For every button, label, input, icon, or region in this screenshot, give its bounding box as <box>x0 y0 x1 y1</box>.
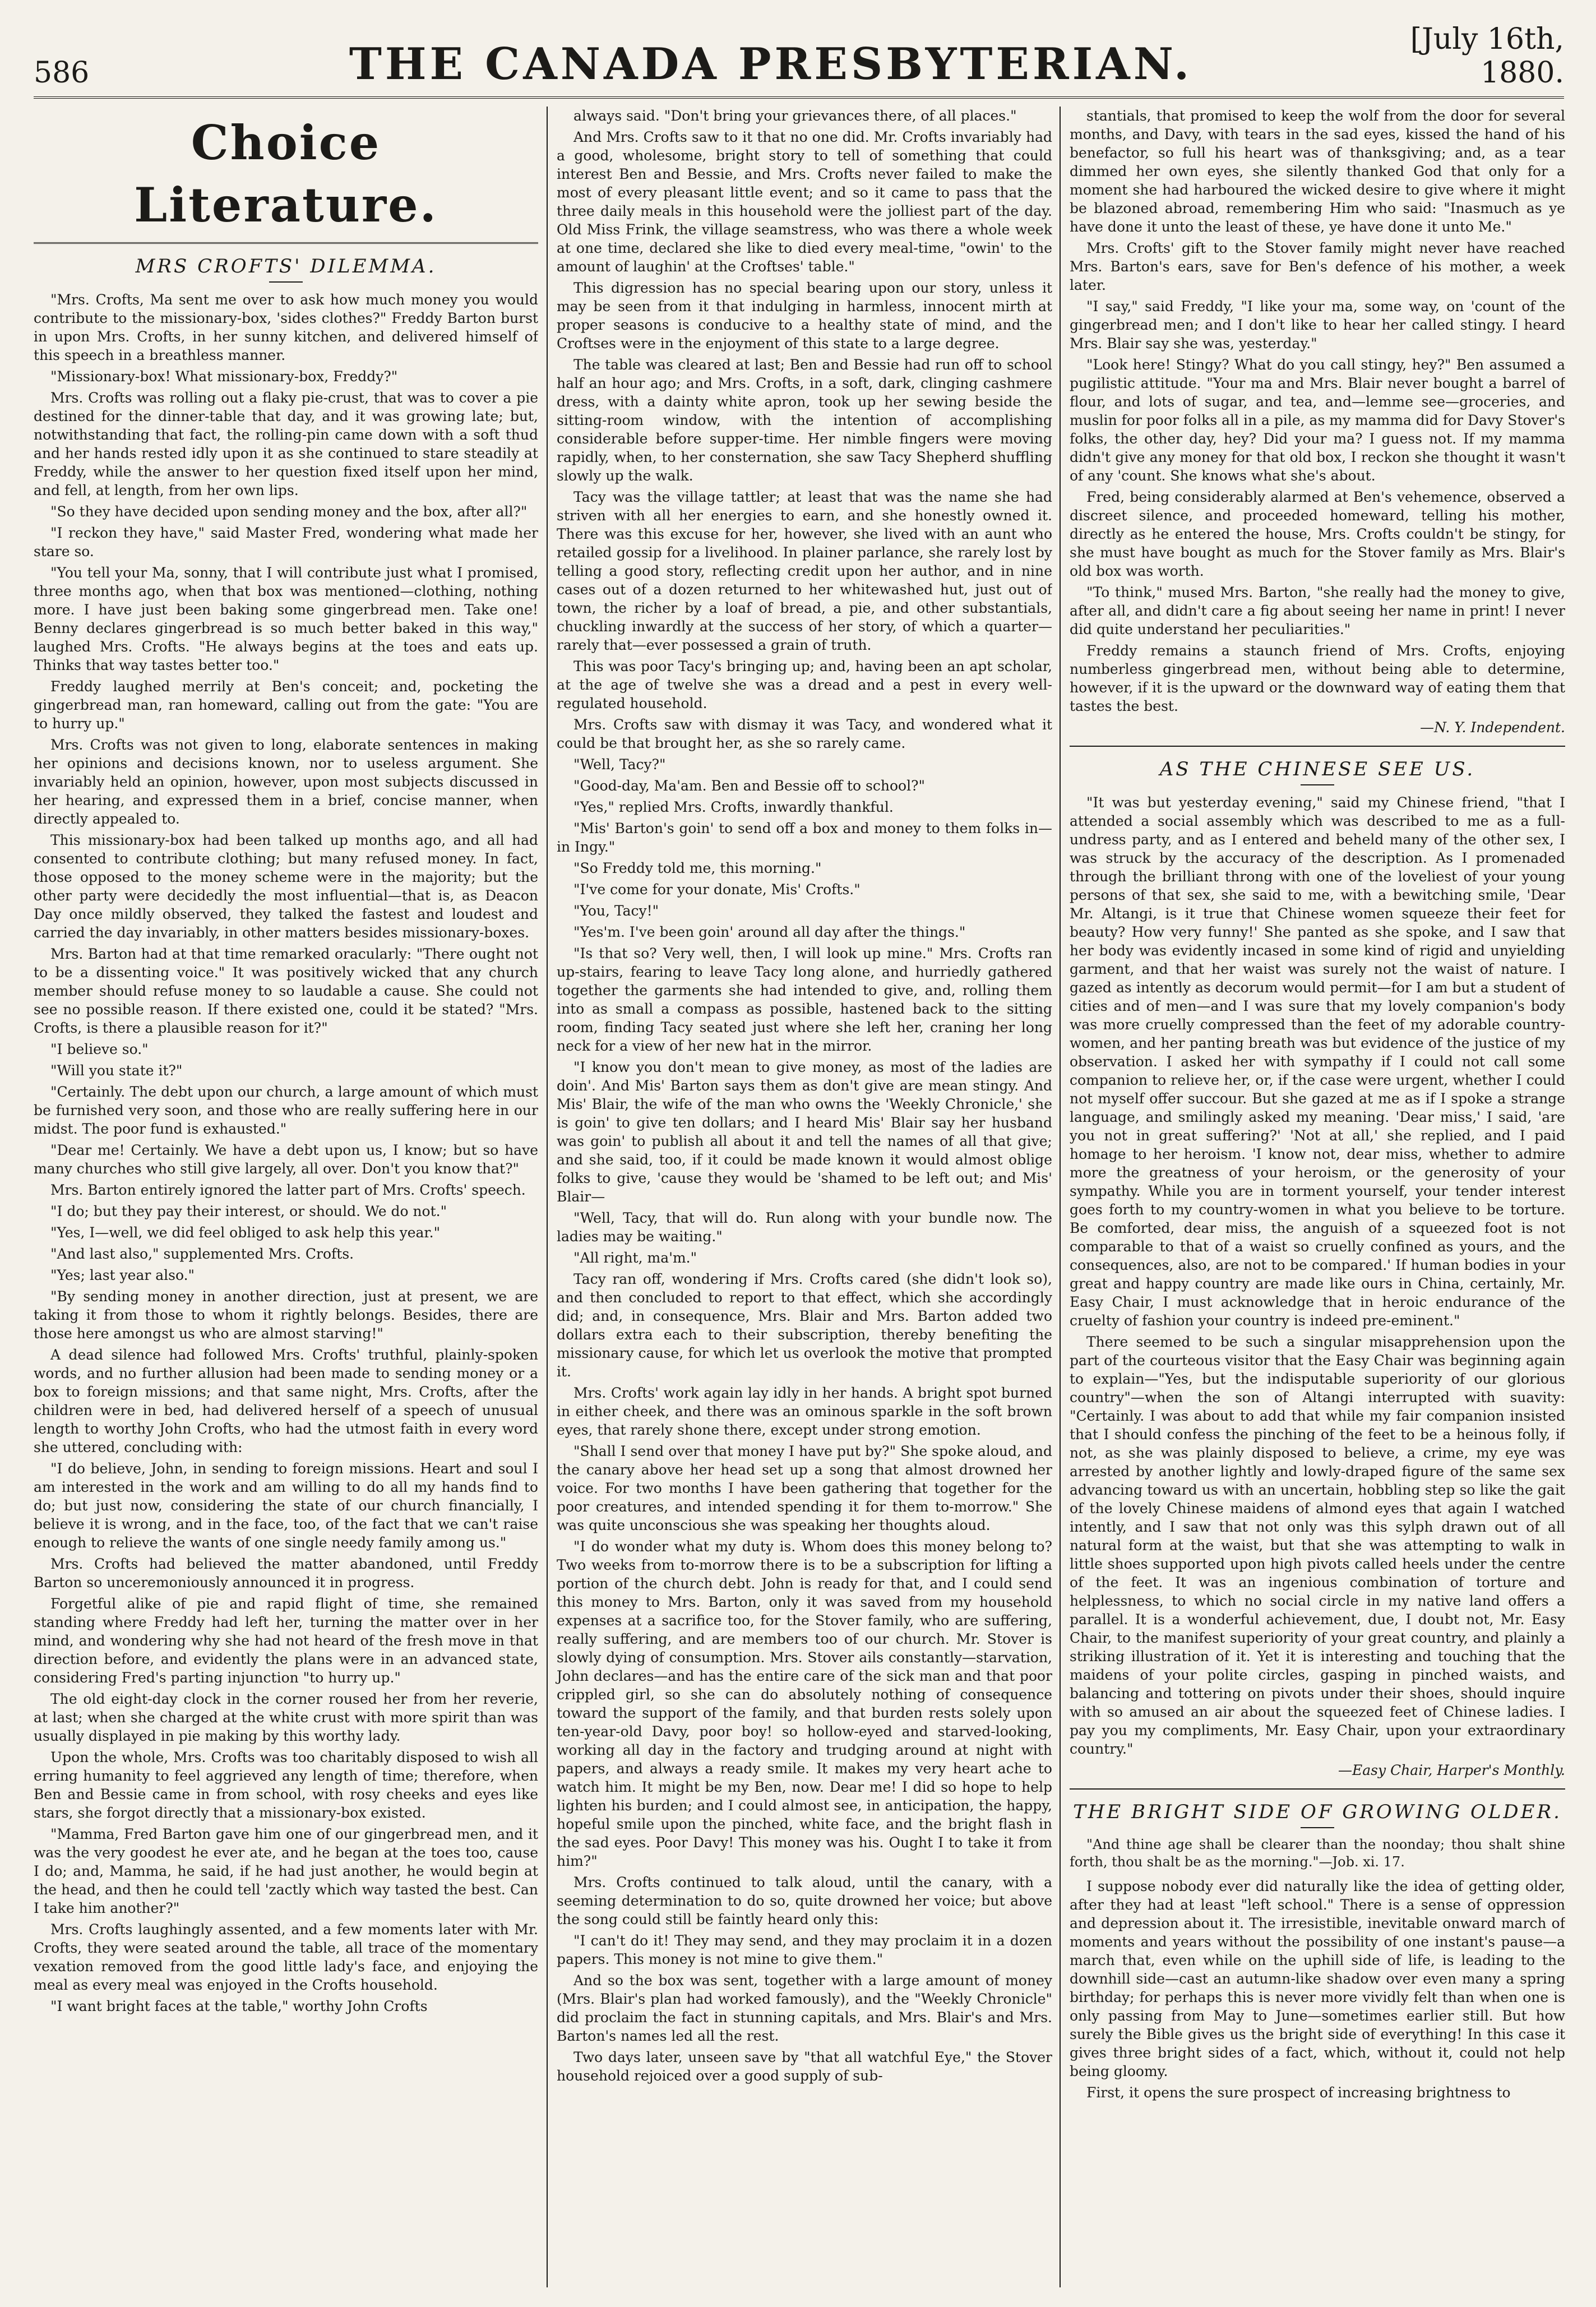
paragraph: "I believe so." <box>50 1041 149 1057</box>
paragraph: Mrs. Crofts saw with dismay it was Tacy, and wondered what it could be that brought her, as she so rarely came. <box>557 716 1052 751</box>
paragraph: "I do wonder what my duty is. Whom does this money belong to? Two weeks from to-morrow there is to be a subscription for lifting a portion of the church debt. John is ready for that, and I could send this money to Mrs. Barton, only it was saved from my household expenses at a sacrifice too, for the Stover family, who are suffering, really suffering, and are members too of our church. Mr. Stover is slowly dying of consumption. Mrs. Stover ails constantly—starvation, John declares—and has the entire care of the sick man and that poor crippled girl, so she can do absolutely nothing of consequence toward the support of the family, and that burden rests solely upon ten-year-old Davy, poor boy! so hollow-eyed and starved-looking, working all day in the factory and trudging around at night with papers, and always a ready smile. It makes my very heart ache to watch him. It might be my Ben, now. Dear me! I did so hope to help lighten his burden; and I could almost see, in anticipation, the happy, hopeful smile upon the pinched, white face, and the bright flash in the sad eyes. Poor Davy! This money was his. Ought I to take it from him?" <box>557 1538 1052 1869</box>
paragraph: "So they have decided upon sending money and the box, after all?" <box>50 503 528 520</box>
title-rule <box>1301 1827 1334 1828</box>
paragraph: "I do believe, John, in sending to foreign missions. Heart and soul I am interested in the work and am willing to do all my hands find to do; but just now, considering the state of our church financially, I believe it is wrong, and in the face, too, of the fact that we can't raise enough to relieve the wants of one single needy family among us." <box>34 1460 538 1551</box>
paragraph: Mrs. Crofts was rolling out a flaky pie-crust, that was to cover a pie destined for the dinner-table that day, and it was growing late; but, notwithstanding that fact, the rolling-pin came down with a soft thud and her hands rested idly upon it as she continued to stare steadily at Freddy, while the answer to her question fixed itself upon her mind, and fell, at length, from her own lips. <box>34 389 538 498</box>
paragraph: "I do; but they pay their interest, or should. We do not." <box>50 1203 447 1219</box>
paragraph: I suppose nobody ever did naturally like the idea of getting older, after they had at least "left school." There is a sense of oppression and depression about it. The irresistible, inevitable onward march of moments and years without the possibility of one instant's pause—a march that, even while on the uphill side of life, is leading to the downhill side—cast an autumn-like shadow over even many a spring birthday; for perhaps this is never more vividly felt than when one is only passing from May to June—sometimes earlier still. But how surely the Bible gives us the bright side of everything! In this case it gives three bright sides of a fact, which, without it, could not help being gloomy. <box>1070 1878 1565 2080</box>
paragraph: "I know you don't mean to give money, as most of the ladies are doin'. And Mis' Barton says them as don't give are mean stingy. And Mis' Blair, the wife of the man who owns the 'Weekly Chronicle,' she is goin' to give ten dollars; and I heard Mis' Blair say her husband was goin' to publish all about it and tell the names of all that give; and she said, too, if it could be made known it would almost oblige folks to give, 'cause they would be 'shamed to be left out; and Mis' Blair— <box>557 1059 1052 1205</box>
paragraph: "By sending money in another direction, just at present, we are taking it from those to whom it rightly belongs. Besides, there are those here amongst us who are almost starving!" <box>34 1288 538 1342</box>
article-divider <box>1070 1788 1565 1790</box>
paragraph: Mrs. Crofts had believed the matter abandoned, until Freddy Barton so unceremoniously announced it in progress. <box>34 1555 538 1591</box>
paragraph: "And last also," supplemented Mrs. Crofts. <box>50 1245 354 1262</box>
paragraph: "Yes; last year also." <box>50 1266 195 1283</box>
story-body-chinese <box>1070 793 1565 1758</box>
paragraph: And Mrs. Crofts saw to it that no one did. Mr. Crofts invariably had a good, wholesome, bright story to tell of something that could interest Ben and Bessie, and Mrs. Crofts never failed to make the most of every pleasant little event; and so it came to pass that the three daily meals in this household were the jolliest part of the day. Old Miss Frink, the village seamstress, who was there a whole week at one time, declared she like to died every meal-time, "owin' to the amount of laughin' at the Croftses' table." <box>557 129 1052 275</box>
epigraph: "And thine age shall be clearer than the noonday; thou shalt shine forth, thou shalt be as the morning."—Job. xi. 17. <box>1070 1836 1565 1870</box>
newspaper-title: THE CANADA PRESBYTERIAN. <box>349 39 1193 90</box>
paragraph: There seemed to be such a singular misapprehension upon the part of the courteous visitor that the Easy Chair was beginning again to explain—"Yes, but the indisputable superiority of our glorious country"—when the son of Altangi interrupted with suavity: "Certainly. I was about to add that while my fair companion insisted that I should confess the pinching of the feet to be a heinous folly, if not, as she was plainly disposed to believe, a crime, my eye was arrested by another lightly and lowly-draped figure of the same sex advancing toward us with an uncertain, hobbling step so like the gait of the lovely Chinese maidens of almond eyes that again I watched intently, and I saw that not only was this sylph drawn out of all natural form at the waist, but that she was attempting to walk in little shoes supported upon high pivots called heels under the centre of the feet. It was an ingenious combination of torture and helplessness, to which no social circle in my native land offers a parallel. It is a wonderful achievement, due, I doubt not, Mr. Easy Chair, to the manifest superiority of your great country, and plainly a striking illustration of it. Yet it is interesting and touching that the maidens of your polite circles, gasping in pinched waists, and balancing and tottering on pivots under their shoes, should inquire with so amused an air about the squeezed feet of Chinese ladies. I pay you my compliments, Mr. Easy Chair, upon your extraordinary country." <box>1070 1333 1565 1757</box>
paragraph: This missionary-box had been talked up months ago, and all had consented to contribute clothing; but many refused money. In fact, those opposed to the money scheme were in the majority; but the other party were decidedly the most influential—that is, as Deacon Day once mildly observed, they talked the fastest and loudest and carried the day invariably, in other matters besides missionary-boxes. <box>34 831 538 941</box>
paragraph: Forgetful alike of pie and rapid flight of time, she remained standing where Freddy had left her, turning the matter over in her mind, and wondering why she had not heard of the fresh move in that direction before, and evidently the plans were in an advanced state, considering Fred's parting injunction "to hurry up." <box>34 1595 538 1686</box>
paragraph: "So Freddy told me, this morning." <box>573 860 822 876</box>
paragraph: Freddy laughed merrily at Ben's conceit; and, pocketing the gingerbread man, ran homeward, calling out from the gate: "You are to hurry up." <box>34 678 538 732</box>
page-header <box>34 22 1564 99</box>
paragraph: The old eight-day clock in the corner roused her from her reverie, at last; when she charged at the white crust with more spirit than was usually displayed in pie making by this worthy lady. <box>34 1690 538 1744</box>
paragraph: "To think," mused Mrs. Barton, "she really had the money to give, after all, and didn't care a fig about seeing her name in print! I never did quite understand her peculiarities." <box>1070 584 1565 637</box>
story-source: —Easy Chair, Harper's Monthly. <box>1338 1762 1565 1778</box>
paragraph: "Well, Tacy, that will do. Run along with your bundle now. The ladies may be waiting." <box>557 1210 1052 1245</box>
issue-date: [July 16th, 1880. <box>1410 22 1564 90</box>
paragraph: Mrs. Crofts was not given to long, elaborate sentences in making her opinions and decisions known, nor to useless argument. She invariably held an opinion, however, upon most subjects discussed in her hearing, and expressed them in a brief, concise manner, when directly appealed to. <box>34 736 538 827</box>
paragraph: Upon the whole, Mrs. Crofts was too charitably disposed to wish all erring humanity to feel aggrieved any length of time; therefore, when Ben and Bessie came in from school, with rosy cheeks and eyes like stars, she forgot directly that a missionary-box existed. <box>34 1749 538 1821</box>
paragraph: Tacy was the village tattler; at least that was the name she had striven with all her energies to earn, and she honestly owned it. There was this excuse for her, however, she lived with an aunt who retailed gossip for a livelihood. In plainer parlance, she rarely lost by telling a good story, reflecting credit upon her author, and in nine cases out of a dozen returned to her whitewashed hut, just out of town, the richer by a loaf of bread, a pie, and other substantials, chuckling inwardly at the success of her story, of which a quarter—rarely that—ever possessed a grain of truth. <box>557 489 1052 653</box>
story-body-col1 <box>34 290 538 2015</box>
column-3 <box>1060 107 1565 2287</box>
paragraph: Mrs. Crofts laughingly assented, and a few moments later with Mr. Crofts, they were seated around the table, all trace of the momentary vexation removed from the good little lady's face, and enjoying the meal as every meal was enjoyed in the Crofts household. <box>34 1921 538 1993</box>
paragraph: Two days later, unseen save by "that all watchful Eye," the Stover household rejoiced over a good supply of sub- <box>557 2049 1052 2084</box>
paragraph: This digression has no special bearing upon our story, unless it may be seen from it that indulging in harmless, innocent mirth at proper seasons is conducive to a healthy state of mind, and the Croftses were in the enjoyment of this state to a large degree. <box>557 280 1052 352</box>
paragraph: The table was cleared at last; Ben and Bessie had run off to school half an hour ago; and Mrs. Crofts, in a soft, dark, clinging cashmere dress, with a dainty white apron, took up her sewing beside the sitting-room window, with the intention of accomplishing considerable before supper-time. Her nimble fingers were moving rapidly, when, to her consternation, she saw Tacy Shepherd shuffling slowly up the walk. <box>557 357 1052 484</box>
paragraph: Mrs. Barton entirely ignored the latter part of Mrs. Crofts' speech. <box>50 1181 526 1198</box>
paragraph: "Yes," replied Mrs. Crofts, inwardly thankful. <box>573 799 894 815</box>
paragraph: "Well, Tacy?" <box>573 756 666 773</box>
story-source: —N. Y. Independent. <box>1420 719 1565 736</box>
paragraph: "Good-day, Ma'am. Ben and Bessie off to school?" <box>573 778 925 794</box>
paragraph: "All right, ma'm." <box>573 1250 697 1266</box>
paragraph: "Missionary-box! What missionary-box, Freddy?" <box>50 368 398 385</box>
story-body-col3 <box>1070 107 1565 715</box>
paragraph: Mrs. Crofts' work again lay idly in her hands. A bright spot burned in either cheek, and there was an ominous sparkle in the soft brown eyes, that rarely shone there, except under strong emotion. <box>557 1385 1052 1438</box>
paragraph: "It was but yesterday evening," said my Chinese friend, "that I attended a social assembly which was described to me as a full-undress party, and as I entered and beheld many of the other sex, I was struck by the accuracy of the description. As I promenaded through the brilliant throng with one of the loveliest of your young persons of that sex, she said to me, with a bewitching smile, 'Dear Mr. Altangi, is it true that Chinese women squeeze their feet for beauty? How very funny!' She panted as she spoke, and I saw that her body was evidently incased in some kind of rigid and unyielding garment, and that her waist was surely not the waist of nature. I gazed as intently as decorum would permit—for I am but a student of cities and of men—and I was sure that my lovely companion's body was more cruelly compressed than the feet of my adorable country-women, and her panting breath was but evidence of the justice of my observation. I asked her with sympathy if I could not call some companion to relieve her, or, if the case were urgent, whether I could not myself offer succour. But she gazed at me as if I spoke a strange language, and smilingly asked my meaning. 'Dear miss,' I said, 'are you not in great suffering?' 'Not at all,' she replied, and I paid homage to her heroism. 'I know not, dear miss, whether to admire more the greatness of your heroism, or the generosity of your sympathy. While you are in torment yourself, your tender interest goes forth to my country-women in what you believe to be torture. Be comforted, dear miss, the anguish of a squeezed foot is not comparable to that of a waist so cruelly confined as yours, and the consequences, also, are not to be compared.' If human bodies in your great and happy country are made like ours in China, certainly, Mr. Easy Chair, I must acknowledge that in heroic endurance of the cruelty of fashion your country is indeed pre-eminent." <box>1070 794 1565 1329</box>
column-2 <box>547 107 1052 2287</box>
paragraph: Fred, being considerably alarmed at Ben's vehemence, observed a discreet silence, and proceeded homeward, telling his mother, directly as he entered the house, Mrs. Crofts couldn't be stingy, for she must have bought as much for the Stover family as Mrs. Blair's old box was worth. <box>1070 489 1565 579</box>
article-divider <box>1070 746 1565 747</box>
paragraph: "You tell your Ma, sonny, that I will contribute just what I promised, three months ago, when that box was mentioned—clothing, nothing more. I have just been baking some gingerbread men. Take one! Benny declares gingerbread is so much better baked in this way," laughed Mrs. Crofts. "He always begins at the toes and eats up. Thinks that way tastes better too." <box>34 564 538 673</box>
paragraph: "Certainly. The debt upon our church, a large amount of which must be furnished very soon, and those who are really suffering here in our midst. The poor fund is exhausted." <box>34 1083 538 1137</box>
paragraph: "I've come for your donate, Mis' Crofts." <box>573 881 861 898</box>
story-title-mrs-crofts: MRS CROFTS' DILEMMA. <box>135 255 437 278</box>
paragraph: "Shall I send over that money I have put by?" She spoke aloud, and the canary above her head set up a song that almost drowned her voice. For two months I have been gathering that together for the poor creatures, and intended spending it for them to-morrow." She was quite unconscious she was speaking her thoughts aloud. <box>557 1443 1052 1533</box>
title-rule <box>1301 784 1334 785</box>
story-body-growing-older <box>1070 1877 1565 2102</box>
paragraph: "You, Tacy!" <box>573 903 659 919</box>
story-title-growing-older: THE BRIGHT SIDE OF GROWING OLDER. <box>1073 1800 1562 1823</box>
paragraph: "Mrs. Crofts, Ma sent me over to ask how much money you would contribute to the missionary-box, 'sides clothes?" Freddy Barton burst in upon Mrs. Crofts, in her sunny kitchen, and delivered himself of this speech in a breathless manner. <box>34 291 538 363</box>
paragraph: "I reckon they have," said Master Fred, wondering what made her stare so. <box>34 524 538 560</box>
paragraph: Mrs. Crofts' gift to the Stover family might never have reached Mrs. Barton's ears, save for Ben's defence of his mother, a week later. <box>1070 240 1565 293</box>
paragraph: "Dear me! Certainly. We have a debt upon us, I know; but so have many churches who still give largely, all over. Don't you know that?" <box>34 1141 538 1177</box>
paragraph: "Look here! Stingy? What do you call stingy, hey?" Ben assumed a pugilistic attitude. "Your ma and Mrs. Blair never bought a barrel of flour, and lots of sugar, and tea, and—lemme see—groceries, and muslin for poor folks all in a pile, as my mamma did for Davy Stover's folks, the other day, hey? Did your ma? I guess not. If my mamma didn't give any money for that old box, I reckon she thought it wasn't of any 'count. She knows what she's about. <box>1070 357 1565 484</box>
page-number: 586 <box>34 56 90 90</box>
paragraph: stantials, that promised to keep the wolf from the door for several months, and Davy, with tears in the sad eyes, kissed the hand of his benefactor, so full his heart was of thanksgiving; and, as a tear dimmed her own eyes, she silently thanked God that only for a moment she had harboured the wicked desire to give where it might be blazoned abroad, remembering Him who said: "Inasmuch as ye have done it unto the least of these, ye have done it unto Me." <box>1070 108 1565 235</box>
paragraph: "Mamma, Fred Barton gave him one of our gingerbread men, and it was the very goodest he ever ate, and he began at the toes too, cause I do; and, Mamma, he said, if he had just another, he would begin at the head, and then he could tell 'zactly which way tasted the best. Can I take him another?" <box>34 1825 538 1916</box>
paragraph: "Yes, I—well, we did feel obliged to ask help this year." <box>50 1224 441 1241</box>
section-title: Choice Literature. <box>34 112 538 244</box>
column-1 <box>34 107 538 2287</box>
story-title-chinese: AS THE CHINESE SEE US. <box>1159 758 1475 780</box>
paragraph: "Yes'm. I've been goin' around all day after the things." <box>573 924 966 940</box>
paragraph: "I want bright faces at the table," worthy John Crofts <box>50 1998 428 2014</box>
paragraph: First, it opens the sure prospect of increasing brightness to <box>1086 2084 1511 2101</box>
paragraph: "I can't do it! They may send, and they may proclaim it in a dozen papers. This money is not mine to give them." <box>557 1932 1052 1967</box>
paragraph: always said. "Don't bring your grievances there, of all places." <box>573 108 1017 124</box>
paragraph: Mrs. Crofts continued to talk aloud, until the canary, with a seeming determination to do so, quite drowned her voice; but above the song could still be faintly heard only this: <box>557 1874 1052 1927</box>
paragraph: "Will you state it?" <box>50 1062 183 1079</box>
paragraph: A dead silence had followed Mrs. Crofts' truthful, plainly-spoken words, and no further allusion had been made to sending money or a box to foreign missions; and that same night, Mrs. Crofts, after the children were in bed, had delivered herself of a speech of unusual length to worthy John Crofts, who had the utmost faith in every word she uttered, concluding with: <box>34 1346 538 1455</box>
title-rule <box>269 281 303 283</box>
paragraph: Freddy remains a staunch friend of Mrs. Crofts, enjoying numberless gingerbread men, without being able to determine, however, if it is the upward or the downward way of eating them that tastes the best. <box>1070 642 1565 714</box>
paragraph: "I say," said Freddy, "I like your ma, some way, on 'count of the gingerbread men; and I don't like to hear her called stingy. I heard Mrs. Blair say she was, yesterday." <box>1070 298 1565 352</box>
paragraph: Tacy ran off, wondering if Mrs. Crofts cared (she didn't look so), and then concluded to report to that effect, which she accordingly did; and, in consequence, Mrs. Blair and Mrs. Barton added two dollars extra each to their subscription, thereby benefiting the missionary cause, for which let us overlook the motive that prompted it. <box>557 1271 1052 1380</box>
paragraph: "Mis' Barton's goin' to send off a box and money to them folks in—in Ingy." <box>557 820 1052 855</box>
paragraph: "Is that so? Very well, then, I will look up mine." Mrs. Crofts ran up-stairs, fearing to leave Tacy long alone, and hurriedly gathered together the garments she had intended to give, and, rolling them into as small a compass as possible, hastened back to the sitting room, finding Tacy seated just where she left her, craning her long neck for a view of her new hat in the mirror. <box>557 945 1052 1054</box>
paragraph: And so the box was sent, together with a large amount of money (Mrs. Blair's plan had worked famously), and the "Weekly Chronicle" did proclaim the fact in stunning capitals, and Mrs. Blair's and Mrs. Barton's names led all the rest. <box>557 1972 1052 2044</box>
paragraph: This was poor Tacy's bringing up; and, having been an apt scholar, at the age of twelve she was a dread and a pest in every well-regulated household. <box>557 658 1052 711</box>
paragraph: Mrs. Barton had at that time remarked oracularly: "There ought not to be a dissenting voice." It was positively wicked that any church member should refuse money to so laudable a cause. She could not see no possible reason. If there existed one, could it be stated? "Mrs. Crofts, is there a plausible reason for it?" <box>34 945 538 1036</box>
story-body-col2 <box>557 107 1052 2085</box>
